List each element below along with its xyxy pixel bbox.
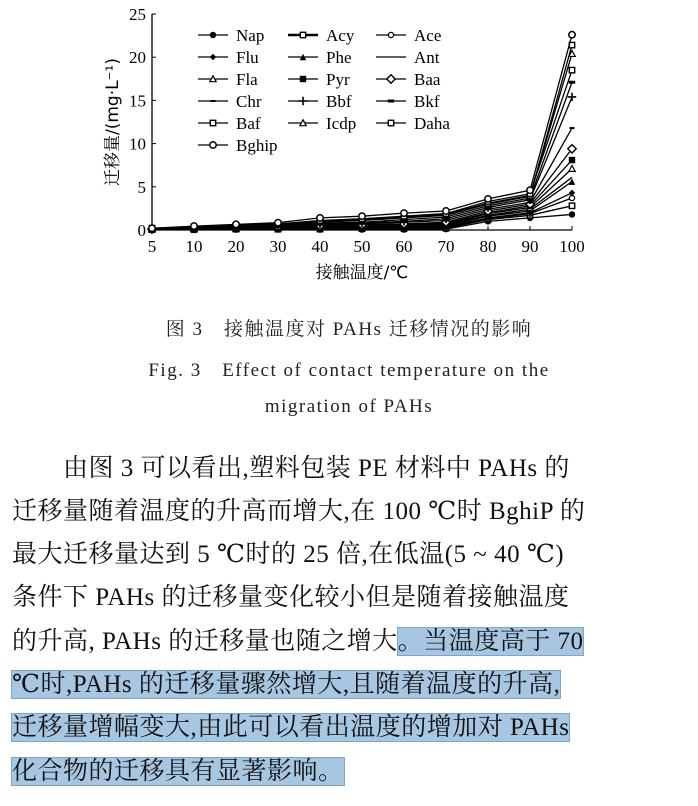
x-tick-label: 10 xyxy=(185,237,203,256)
legend-item-phe xyxy=(288,48,352,67)
marker-open-square-small-icon xyxy=(388,120,393,125)
marker-open-triangle-icon xyxy=(569,165,575,171)
marker-open-circle-icon xyxy=(485,196,491,202)
marker-plus-icon xyxy=(568,93,576,101)
x-tick-label: 70 xyxy=(437,237,455,256)
legend-item-bbf xyxy=(288,92,352,111)
marker-open-square-bold-icon xyxy=(300,32,305,37)
legend-label: Bghip xyxy=(236,136,278,155)
marker-open-circle-small-icon xyxy=(388,32,393,37)
marker-open-circle-icon xyxy=(233,221,239,227)
paragraph-line-3: 最大迁移量达到 5 ℃时的 25 倍,在低温(5 ~ 40 ℃) xyxy=(12,541,565,568)
marker-small-dash-icon xyxy=(211,100,216,102)
y-tick-label: 10 xyxy=(129,134,146,154)
marker-small-dash-icon xyxy=(570,127,575,129)
marker-open-circle-icon xyxy=(527,187,533,193)
marker-plus-icon xyxy=(299,97,307,105)
legend-item-chr xyxy=(198,92,262,111)
legend-item-acy xyxy=(288,26,355,45)
chart-series xyxy=(148,32,576,234)
migration-line-chart xyxy=(0,0,698,290)
selected-text[interactable]: 。当温度高于 70 xyxy=(397,628,584,655)
legend-item-nap xyxy=(198,26,264,45)
y-tick-label: 25 xyxy=(129,5,146,24)
marker-filled-circle-icon xyxy=(569,211,575,217)
x-tick-label: 90 xyxy=(521,237,539,256)
marker-open-triangle-icon xyxy=(210,76,216,82)
marker-open-circle-icon xyxy=(569,32,575,38)
series-daha xyxy=(149,67,574,231)
x-axis-label: 接触温度/℃ xyxy=(315,263,409,283)
legend-item-baf xyxy=(198,114,261,133)
legend-item-bkf xyxy=(376,92,440,111)
legend-label: Fla xyxy=(236,70,258,89)
legend-label: Phe xyxy=(326,48,352,67)
selected-text[interactable]: ℃时,PAHs 的迁移量骤然增大,且随着温度的升高, xyxy=(12,671,561,698)
marker-bold-dash-icon xyxy=(388,100,394,103)
marker-open-circle-small-icon xyxy=(569,195,574,200)
legend-label: Pyr xyxy=(326,70,350,89)
y-tick-label: 15 xyxy=(129,91,146,111)
marker-open-circle-icon xyxy=(275,219,281,225)
marker-open-circle-icon xyxy=(191,223,197,229)
marker-filled-diamond-icon xyxy=(569,190,575,196)
plain-text: 的升高, PAHs 的迁移量也随之增大 xyxy=(12,628,398,655)
marker-open-diamond-icon xyxy=(387,75,395,83)
x-tick-label: 5 xyxy=(147,237,157,256)
paragraph-line-5[interactable] xyxy=(12,623,583,661)
chart-legend xyxy=(198,26,450,155)
figure-caption-en-2: migration of PAHs xyxy=(264,396,434,417)
selected-text[interactable]: 化合物的迁移具有显著影响。 xyxy=(12,758,344,785)
selected-text[interactable]: 迁移量增幅变大,由此可以看出温度的增加对 PAHs xyxy=(12,714,570,741)
paragraph-line-7[interactable] xyxy=(12,709,569,747)
paragraph-line-6[interactable] xyxy=(12,666,560,704)
marker-open-square-bold-icon xyxy=(569,203,574,208)
series-line xyxy=(152,45,572,228)
paragraph-line-1: 由图 3 可以看出,塑料包装 PE 材料中 PAHs 的 xyxy=(12,455,570,482)
marker-open-square-small-icon xyxy=(569,67,574,72)
legend-label: Baf xyxy=(236,114,261,133)
x-tick-label: 80 xyxy=(479,237,497,256)
legend-label: Nap xyxy=(236,26,265,45)
paragraph-line-8[interactable] xyxy=(12,753,344,791)
x-tick-label: 100 xyxy=(559,237,585,256)
marker-bold-dash-icon xyxy=(569,81,575,84)
marker-open-circle-icon xyxy=(401,210,407,216)
paragraph-line-4: 条件下 PAHs 的迁移量变化较小但是随着接触温度 xyxy=(12,584,570,611)
legend-item-ant xyxy=(376,48,440,67)
legend-label: Ant xyxy=(414,48,440,67)
x-tick-label: 30 xyxy=(269,237,287,256)
marker-open-triangle-small-icon xyxy=(300,120,306,126)
legend-label: Acy xyxy=(326,26,355,45)
paragraph-line-2: 迁移量随着温度的升高而增大,在 100 ℃时 BghiP 的 xyxy=(12,498,586,525)
marker-open-square-icon xyxy=(210,120,215,125)
legend-label: Bbf xyxy=(326,92,352,111)
legend-label: Daha xyxy=(414,114,450,133)
marker-open-circle-icon xyxy=(210,142,216,148)
marker-filled-square-icon xyxy=(569,157,575,163)
series-line xyxy=(152,70,572,228)
legend-item-flu xyxy=(198,48,259,67)
marker-open-circle-icon xyxy=(149,225,155,231)
legend-item-ace xyxy=(376,26,441,45)
legend-item-baa xyxy=(376,70,441,89)
legend-item-fla xyxy=(198,70,258,89)
legend-label: Bkf xyxy=(414,92,440,111)
y-tick-label: 0 xyxy=(137,221,146,240)
x-tick-label: 60 xyxy=(395,237,413,256)
legend-label: Ace xyxy=(414,26,442,45)
legend-label: Flu xyxy=(236,48,259,67)
marker-open-circle-icon xyxy=(317,215,323,221)
legend-item-daha xyxy=(376,114,450,133)
legend-item-bghip xyxy=(198,136,278,155)
legend-label: Baa xyxy=(414,70,441,89)
x-tick-label: 20 xyxy=(227,237,245,256)
marker-filled-circle-icon xyxy=(210,32,216,38)
y-tick-label: 20 xyxy=(129,48,146,68)
y-tick-label: 5 xyxy=(137,177,146,197)
y-axis-label: 迁移量/(mg·L⁻¹) xyxy=(103,57,123,187)
marker-filled-square-icon xyxy=(300,76,306,82)
figure-caption-cn: 图 3 接触温度对 PAHs 迁移情况的影响 xyxy=(165,319,533,340)
legend-label: Chr xyxy=(236,92,262,111)
legend-item-icdp xyxy=(288,114,356,133)
marker-filled-diamond-icon xyxy=(210,54,216,60)
x-tick-label: 40 xyxy=(311,237,329,256)
legend-label: Icdp xyxy=(326,114,357,133)
x-tick-label: 50 xyxy=(353,237,371,256)
marker-open-circle-icon xyxy=(443,208,449,214)
legend-item-pyr xyxy=(288,70,350,89)
marker-open-circle-icon xyxy=(359,213,365,219)
figure-caption-en-1: Fig. 3 Effect of contact temperature on the xyxy=(148,360,550,381)
